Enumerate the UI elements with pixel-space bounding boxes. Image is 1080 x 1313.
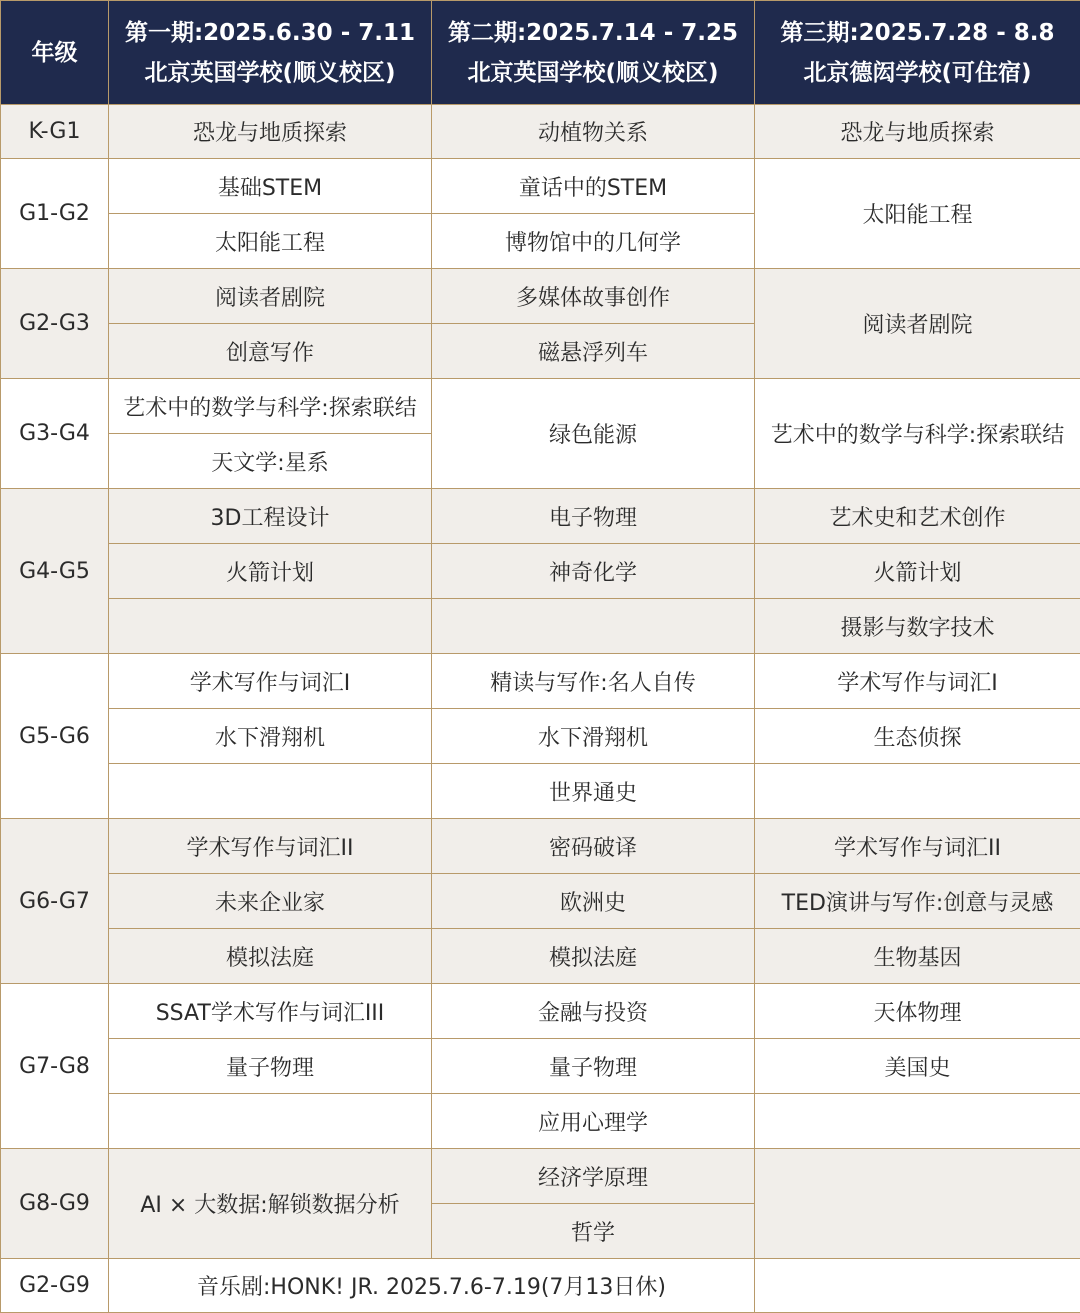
- table-row: [1, 764, 1080, 819]
- course-cell: 经济学原理: [432, 1149, 755, 1204]
- course-cell: 美国史: [755, 1039, 1080, 1094]
- table-row: [1, 1259, 1080, 1313]
- table-row: [1, 269, 1080, 324]
- course-cell: 欧洲史: [432, 874, 755, 929]
- course-cell: 精读与写作:名人自传: [432, 654, 755, 709]
- course-cell: 世界通史: [432, 764, 755, 819]
- course-cell: 未来企业家: [109, 874, 432, 929]
- period-1-dates: 第一期:2025.6.30 - 7.11: [113, 13, 427, 53]
- table-row: [1, 159, 1080, 214]
- course-cell: 量子物理: [432, 1039, 755, 1094]
- table-row: [1, 984, 1080, 1039]
- empty-cell: [755, 1094, 1080, 1149]
- course-cell: 模拟法庭: [432, 929, 755, 984]
- course-cell: 水下滑翔机: [109, 709, 432, 764]
- course-cell: 创意写作: [109, 324, 432, 379]
- course-cell: 3D工程设计: [109, 489, 432, 544]
- course-cell: 应用心理学: [432, 1094, 755, 1149]
- table-header: [1, 1, 1080, 105]
- table-row: [1, 544, 1080, 599]
- course-cell: 多媒体故事创作: [432, 269, 755, 324]
- table-row: [1, 599, 1080, 654]
- grade-cell: K-G1: [1, 105, 109, 159]
- table-row: [1, 709, 1080, 764]
- table-row: [1, 489, 1080, 544]
- header-period-2: [432, 1, 755, 105]
- course-cell: 哲学: [432, 1204, 755, 1259]
- course-cell: 阅读者剧院: [109, 269, 432, 324]
- course-cell: 密码破译: [432, 819, 755, 874]
- course-cell: 天文学:星系: [109, 434, 432, 489]
- empty-cell: [755, 764, 1080, 819]
- course-cell: 学术写作与词汇I: [109, 654, 432, 709]
- course-cell: 火箭计划: [109, 544, 432, 599]
- course-cell: AI × 大数据:解锁数据分析: [109, 1149, 432, 1259]
- course-cell: 神奇化学: [432, 544, 755, 599]
- course-cell: 学术写作与词汇II: [109, 819, 432, 874]
- course-cell: 动植物关系: [432, 105, 755, 159]
- empty-cell: [109, 764, 432, 819]
- course-cell: TED演讲与写作:创意与灵感: [755, 874, 1080, 929]
- course-cell: 恐龙与地质探索: [109, 105, 432, 159]
- course-cell: 量子物理: [109, 1039, 432, 1094]
- course-cell: 阅读者剧院: [755, 269, 1080, 379]
- grade-cell: G4-G5: [1, 489, 109, 654]
- header-grade: 年级: [1, 1, 109, 105]
- header-period-3: [755, 1, 1080, 105]
- empty-cell: [755, 1149, 1080, 1259]
- course-cell: 太阳能工程: [755, 159, 1080, 269]
- course-cell: 艺术中的数学与科学:探索联结: [755, 379, 1080, 489]
- period-3-dates: 第三期:2025.7.28 - 8.8: [759, 13, 1076, 53]
- course-cell: 绿色能源: [432, 379, 755, 489]
- grade-cell: G6-G7: [1, 819, 109, 984]
- course-cell: 学术写作与词汇I: [755, 654, 1080, 709]
- table-row: [1, 929, 1080, 984]
- table-row: [1, 819, 1080, 874]
- empty-cell: [432, 599, 755, 654]
- period-3-school: 北京德闳学校(可住宿): [759, 53, 1076, 93]
- header-period-1: [109, 1, 432, 105]
- grade-cell: G5-G6: [1, 654, 109, 819]
- course-cell: 金融与投资: [432, 984, 755, 1039]
- empty-cell: [755, 1259, 1080, 1313]
- course-cell: 艺术中的数学与科学:探索联结: [109, 379, 432, 434]
- course-cell: 生态侦探: [755, 709, 1080, 764]
- course-cell: 火箭计划: [755, 544, 1080, 599]
- grade-cell: G2-G9: [1, 1259, 109, 1313]
- course-cell: 水下滑翔机: [432, 709, 755, 764]
- table-row: [1, 1149, 1080, 1204]
- course-cell: 模拟法庭: [109, 929, 432, 984]
- table-row: [1, 874, 1080, 929]
- grade-cell: G3-G4: [1, 379, 109, 489]
- period-2-dates: 第二期:2025.7.14 - 7.25: [436, 13, 750, 53]
- table-row: [1, 1094, 1080, 1149]
- period-2-school: 北京英国学校(顺义校区): [436, 53, 750, 93]
- musical-cell: 音乐剧:HONK! JR. 2025.7.6-7.19(7月13日休): [109, 1259, 755, 1313]
- course-cell: 摄影与数字技术: [755, 599, 1080, 654]
- course-cell: 艺术史和艺术创作: [755, 489, 1080, 544]
- course-cell: 基础STEM: [109, 159, 432, 214]
- course-cell: 磁悬浮列车: [432, 324, 755, 379]
- empty-cell: [109, 599, 432, 654]
- course-cell: 天体物理: [755, 984, 1080, 1039]
- grade-cell: G7-G8: [1, 984, 109, 1149]
- table-row: [1, 654, 1080, 709]
- course-cell: 恐龙与地质探索: [755, 105, 1080, 159]
- course-cell: 生物基因: [755, 929, 1080, 984]
- course-cell: 太阳能工程: [109, 214, 432, 269]
- course-cell: SSAT学术写作与词汇III: [109, 984, 432, 1039]
- course-cell: 博物馆中的几何学: [432, 214, 755, 269]
- table-row: [1, 105, 1080, 159]
- course-cell: 童话中的STEM: [432, 159, 755, 214]
- course-cell: 电子物理: [432, 489, 755, 544]
- table-row: [1, 379, 1080, 434]
- period-1-school: 北京英国学校(顺义校区): [113, 53, 427, 93]
- grade-cell: G2-G3: [1, 269, 109, 379]
- table-row: [1, 1039, 1080, 1094]
- empty-cell: [109, 1094, 432, 1149]
- course-cell: 学术写作与词汇II: [755, 819, 1080, 874]
- grade-cell: G8-G9: [1, 1149, 109, 1259]
- grade-cell: G1-G2: [1, 159, 109, 269]
